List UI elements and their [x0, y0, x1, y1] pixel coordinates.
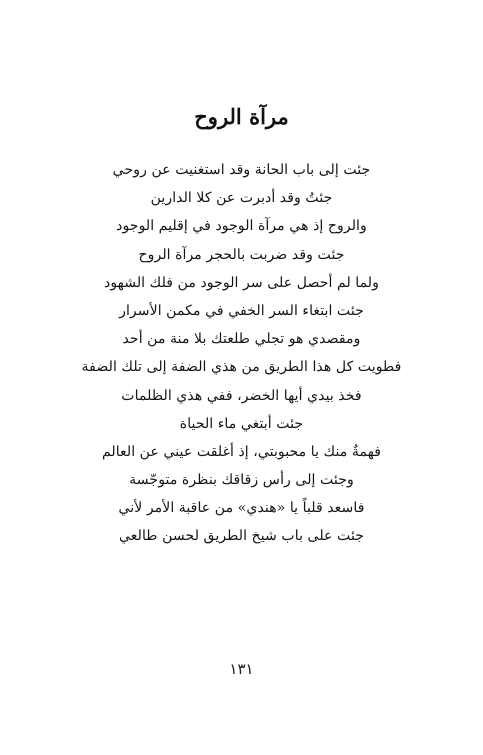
page-number: ١٣١ [229, 660, 254, 678]
poem-line: والروح إذ هي مرآة الوجود في إقليم الوجود [116, 218, 367, 235]
poem-line: جئت ابتغاء السر الخفي في مكمن الأسرار [119, 302, 364, 319]
poem-line: وجئت إلى رأس زقاقك بنظرة متوجّسة [129, 472, 354, 489]
poem-line: ومقصدي هو تجلي طلعتك بلا منة من أحد [122, 331, 361, 348]
poem-line: فهمةٌ منك يا محبوبتي، إذ أغلقت عيني عن العالم [101, 443, 382, 460]
poem-line: فاسعد قلباً يا «هندي» من عاقبة الأمر لأني [118, 500, 365, 517]
poem-line: جئت إلى باب الحانة وقد استغنيت عن روحي [112, 162, 371, 178]
poem-line: جئتُ وقد أدبرت عن كلا الدارين [150, 190, 333, 207]
poem-line: جئت أبتغي ماء الحياة [179, 415, 304, 432]
poem-line: فطويت كل هذا الطريق من هذي الضفة إلى تلك الضفة [81, 359, 402, 376]
poem-line: ولما لم أحصل على سر الوجود من فلك الشهود [104, 274, 379, 291]
poem-line: جئت وقد ضربت بالحجر مرآة الروح [138, 246, 345, 263]
poem-title: مرآة الروح [194, 104, 289, 129]
poem-body [40, 156, 443, 551]
poem-line: جئت على باب شيخ الطريق لحسن طالعي [118, 528, 365, 545]
poem-line: فخذ بيدي أيها الخضر، ففي هذي الظلمات [121, 387, 362, 404]
